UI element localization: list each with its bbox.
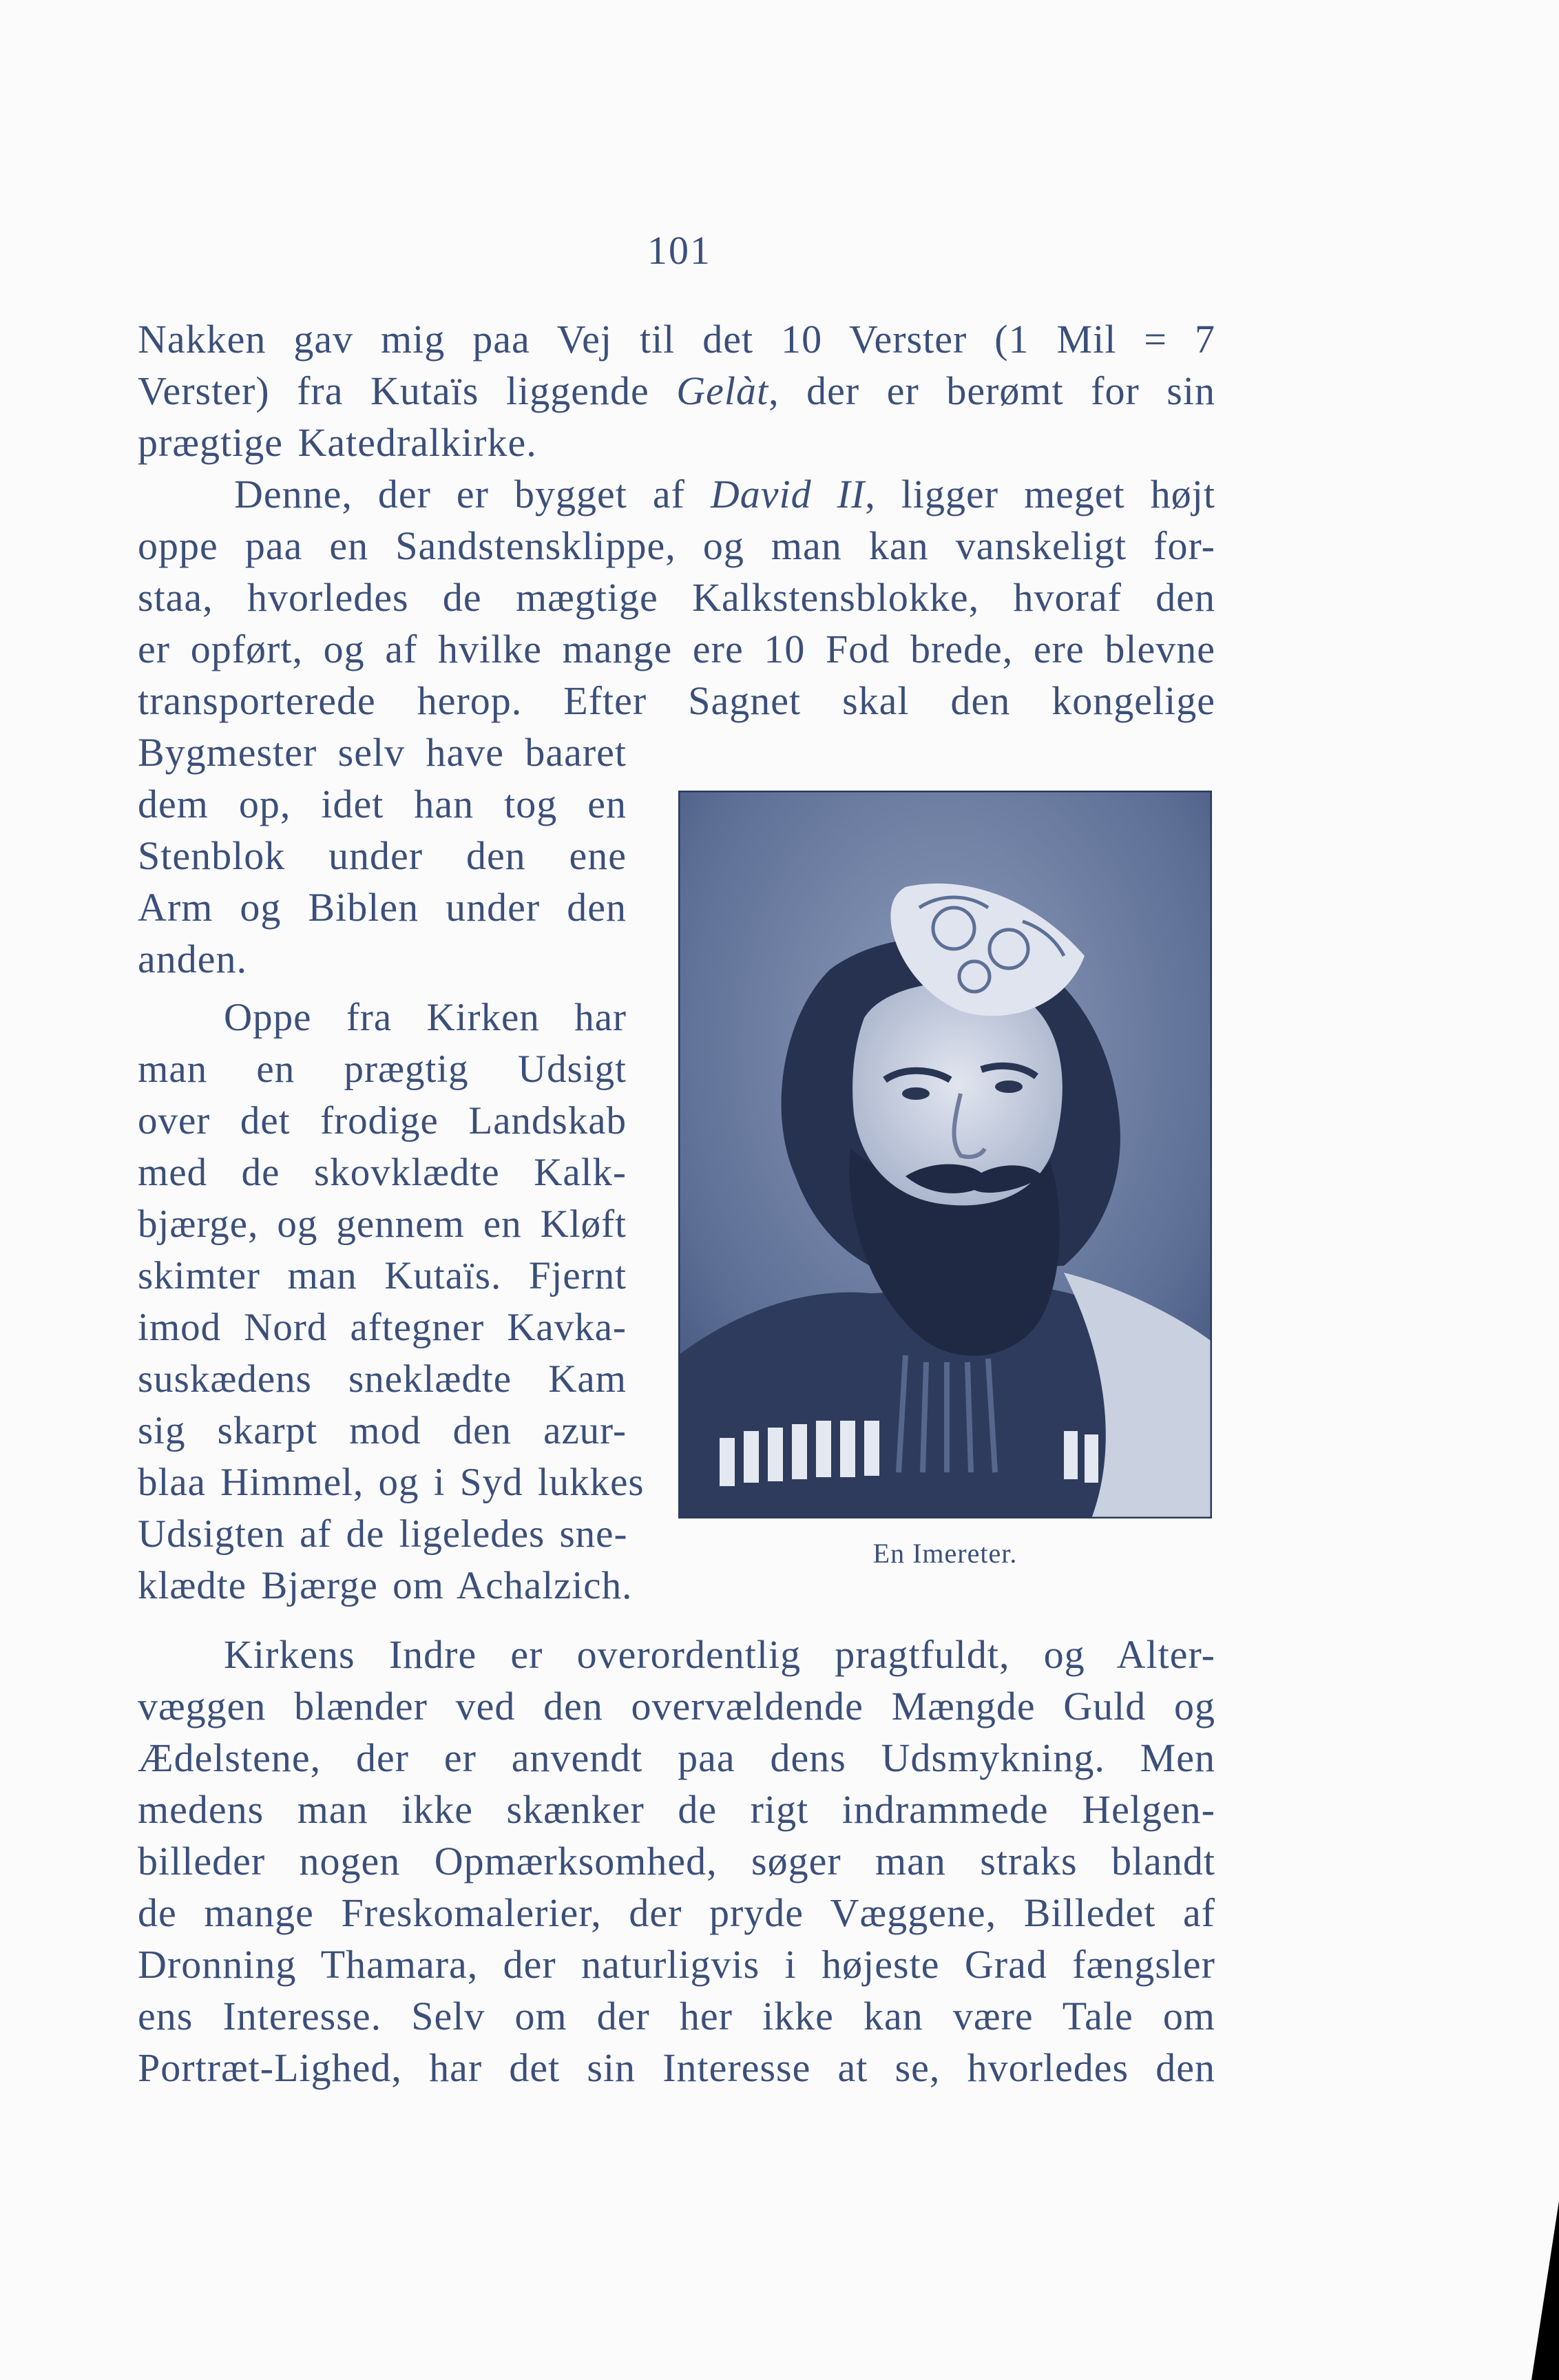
- text-line: imod Nord aftegner Kavka-: [138, 1306, 627, 1349]
- text-line: suskædens sneklædte Kam: [138, 1357, 627, 1401]
- text-span: Denne, der er bygget af: [234, 472, 711, 516]
- text-span: Verster) fra Kutaïs liggende: [138, 368, 677, 413]
- text-line: Ædelstene, der er anvendt paa dens Udsmykning. Men: [138, 1735, 1215, 1780]
- text-line: Portræt-Lighed, har det sin Interesse at se, hvorledes den: [138, 2045, 1215, 2090]
- page-number: 101: [647, 228, 711, 273]
- text-line: Dronning Thamara, der naturligvis i højeste Grad fængsler: [138, 1942, 1215, 1987]
- text-line: over det frodige Landskab: [138, 1099, 627, 1142]
- text-line: Kirkens Indre er overordentlig pragtfuldt, og Alter-: [224, 1632, 1215, 1677]
- text-line: [138, 365, 1215, 417]
- text-line: blaa Himmel, og i Syd lukkes: [138, 1461, 645, 1504]
- text-line: billeder nogen Opmærksomhed, søger man straks blandt: [138, 1839, 1215, 1883]
- figure-caption: En Imereter.: [872, 1538, 1018, 1569]
- text-line: Bygmester selv have baaret: [138, 730, 627, 775]
- page-edge-mark: [1531, 2201, 1559, 2380]
- italic-king-name: David II: [710, 472, 866, 516]
- text-line: med de skovklædte Kalk-: [138, 1151, 627, 1194]
- text-line: transporterede herop. Efter Sagnet skal den kongelige: [138, 678, 1215, 723]
- text-span: , der er berømt for sin: [768, 368, 1215, 413]
- text-line: de mange Freskomalerier, der pryde Væggene, Billedet af: [138, 1890, 1215, 1935]
- text-line: anden.: [138, 937, 247, 981]
- text-span: , ligger meget højt: [865, 472, 1216, 516]
- text-line: klædte Bjærge om Achalzich.: [138, 1564, 633, 1607]
- text-line: dem op, idet han tog en: [138, 782, 627, 826]
- text-line: Nakken gav mig paa Vej til det 10 Verster (1 Mil = 7: [138, 317, 1215, 362]
- text-line: staa, hvorledes de mægtige Kalkstensblokke, hvoraf den: [138, 575, 1215, 620]
- text-line: Oppe fra Kirken har: [224, 996, 627, 1039]
- text-line: prægtige Katedralkirke.: [138, 420, 537, 465]
- text-line: væggen blænder ved den overvældende Mængde Guld og: [138, 1684, 1215, 1729]
- portrait-photo: [678, 791, 1212, 1518]
- text-line: er opført, og af hvilke mange ere 10 Fod brede, ere blevne: [138, 627, 1215, 671]
- text-line: [138, 468, 1215, 520]
- paragraph-4: [138, 1629, 1215, 2094]
- italic-place-name: Gelàt: [676, 368, 769, 413]
- text-line: oppe paa en Sandstensklippe, og man kan vanskeligt for-: [138, 523, 1215, 568]
- text-line: sig skarpt mod den azur-: [138, 1409, 627, 1452]
- paragraph-3: [138, 992, 645, 1611]
- text-line: Arm og Biblen under den: [138, 885, 627, 930]
- text-line: Udsigten af de ligeledes sne-: [138, 1512, 628, 1556]
- portrait-illustration: [678, 791, 1212, 1518]
- text-line: Stenblok under den ene: [138, 833, 627, 878]
- text-line: bjærge, og gennem en Kløft: [138, 1202, 627, 1246]
- text-line: medens man ikke skænker de rigt indrammede Helgen-: [138, 1787, 1215, 1832]
- paragraph-1: [138, 313, 1215, 468]
- text-line: ens Interesse. Selv om der her ikke kan være Tale om: [138, 1994, 1215, 2038]
- text-line: man en prægtig Udsigt: [138, 1047, 627, 1091]
- text-line: skimter man Kutaïs. Fjernt: [138, 1254, 627, 1297]
